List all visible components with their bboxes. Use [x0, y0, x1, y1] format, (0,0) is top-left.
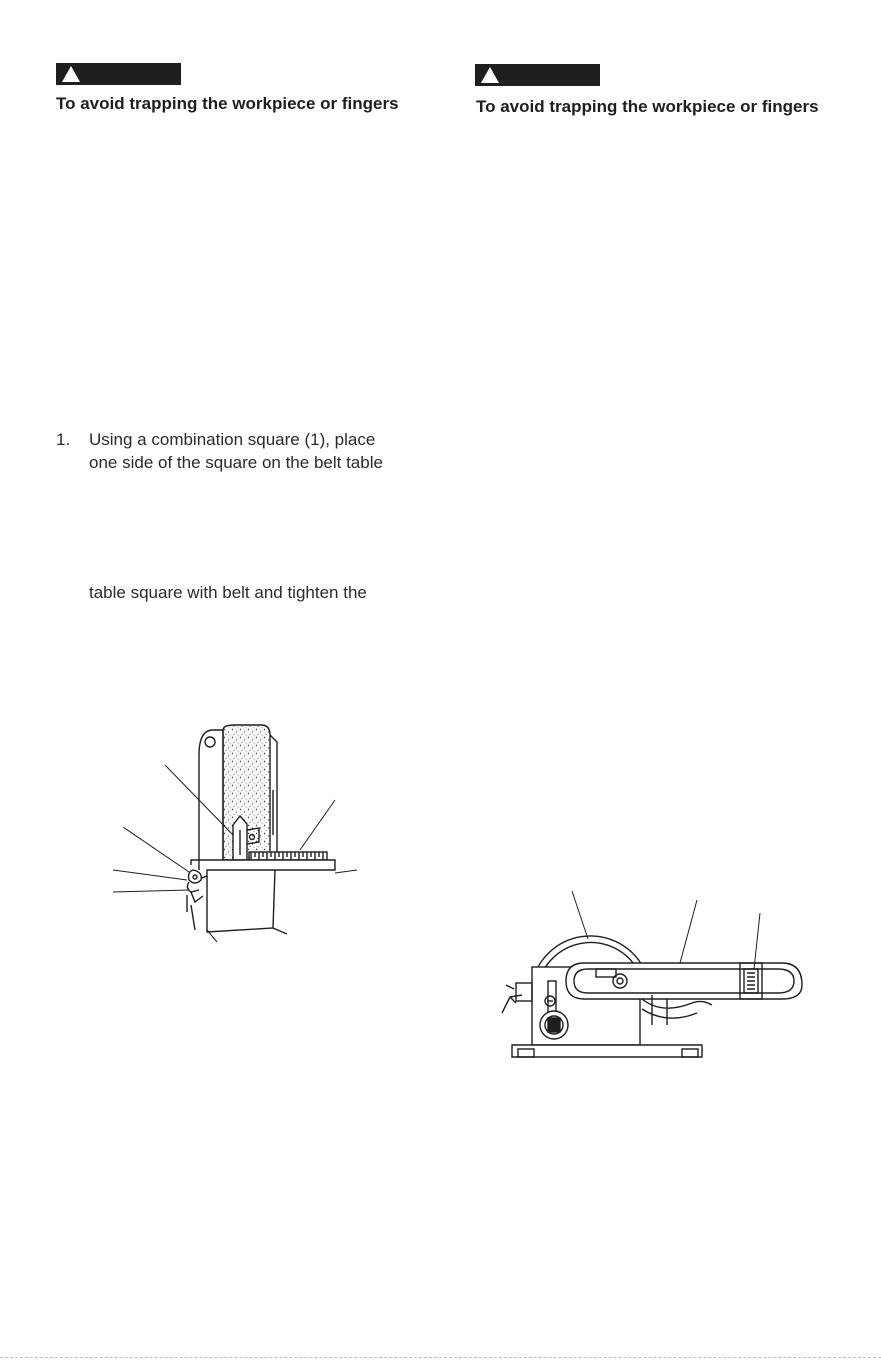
- belt-disc-sander-diagram: [492, 885, 812, 1075]
- warning-title-left: To avoid trapping the workpiece or fingers: [56, 94, 399, 113]
- step-1-line-1: Using a combination square (1), place: [89, 430, 376, 449]
- warning-banner-left: [56, 63, 181, 85]
- warning-triangle-icon: [480, 66, 500, 84]
- page-bottom-rule: [0, 1357, 881, 1358]
- warning-banner-right: [475, 64, 600, 86]
- step-1-line-2: one side of the square on the belt table: [89, 453, 383, 472]
- belt-table-square-diagram: [95, 720, 385, 950]
- warning-title-right: To avoid trapping the workpiece or fingers: [476, 97, 819, 116]
- step-1-line-3: table square with belt and tighten the: [89, 583, 367, 602]
- warning-triangle-icon: [61, 65, 81, 83]
- step-1-number: 1.: [56, 430, 71, 449]
